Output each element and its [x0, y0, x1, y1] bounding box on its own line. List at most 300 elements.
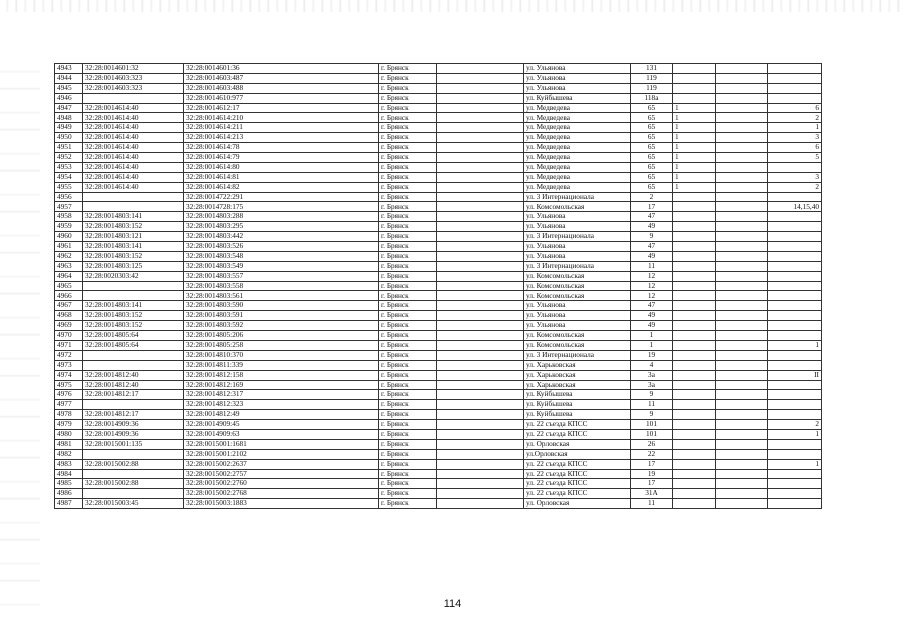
flat-number-cell	[768, 410, 822, 420]
flat-number-cell	[768, 479, 822, 489]
city-cell: г. Брянск	[379, 103, 437, 113]
building-cell	[673, 439, 716, 449]
house-number-cell: 101	[631, 420, 673, 430]
cadastral-number-cell: 32:28:0015003:1883	[184, 499, 379, 509]
table-row	[55, 172, 822, 182]
city-cell: г. Брянск	[379, 301, 437, 311]
building-cell	[673, 340, 716, 350]
building-cell: 1	[673, 162, 716, 172]
blank-cell	[437, 143, 524, 153]
blank-cell	[437, 449, 524, 459]
house-number-cell: 65	[631, 162, 673, 172]
house-number-cell: 11	[631, 261, 673, 271]
building-cell	[673, 380, 716, 390]
flat-number-cell	[768, 350, 822, 360]
page-number: 114	[443, 598, 462, 610]
flat-number-cell	[768, 439, 822, 449]
row-number-cell: 4945	[55, 83, 83, 93]
city-cell: г. Брянск	[379, 93, 437, 103]
blank-cell	[716, 410, 768, 420]
flat-number-cell	[768, 83, 822, 93]
blank-cell	[716, 242, 768, 252]
city-cell: г. Брянск	[379, 182, 437, 192]
building-cell: 1	[673, 143, 716, 153]
flat-number-cell	[768, 469, 822, 479]
row-number-cell: 4947	[55, 103, 83, 113]
row-number-cell: 4964	[55, 271, 83, 281]
city-cell: г. Брянск	[379, 479, 437, 489]
blank-cell	[716, 73, 768, 83]
building-cell	[673, 469, 716, 479]
city-cell: г. Брянск	[379, 172, 437, 182]
row-number-cell: 4977	[55, 400, 83, 410]
building-cell: 1	[673, 133, 716, 143]
blank-cell	[437, 340, 524, 350]
table-row	[55, 420, 822, 430]
blank-cell	[437, 83, 524, 93]
blank-cell	[437, 311, 524, 321]
flat-number-cell	[768, 222, 822, 232]
blank-cell	[437, 172, 524, 182]
building-cell	[673, 390, 716, 400]
blank-cell	[437, 251, 524, 261]
table-row	[55, 439, 822, 449]
house-number-cell: 49	[631, 222, 673, 232]
city-cell: г. Брянск	[379, 350, 437, 360]
building-cell	[673, 459, 716, 469]
blank-cell	[437, 489, 524, 499]
blank-cell	[437, 350, 524, 360]
cadastral-number-cell: 32:28:0014728:175	[184, 202, 379, 212]
table-row	[55, 73, 822, 83]
street-cell: ул. Орловская	[524, 439, 631, 449]
flat-number-cell	[768, 162, 822, 172]
registry-table-body	[55, 64, 822, 509]
house-number-cell: 1	[631, 331, 673, 341]
street-cell: ул. Куйбышева	[524, 410, 631, 420]
row-number-cell: 4979	[55, 420, 83, 430]
table-row	[55, 153, 822, 163]
blank-cell	[716, 321, 768, 331]
table-row	[55, 499, 822, 509]
row-number-cell: 4968	[55, 311, 83, 321]
building-cell	[673, 429, 716, 439]
quarter-cadastral-number-cell	[83, 192, 184, 202]
cadastral-number-cell: 32:28:0014812:317	[184, 390, 379, 400]
cadastral-number-cell: 32:28:0014614:81	[184, 172, 379, 182]
cadastral-number-cell: 32:28:0014909:45	[184, 420, 379, 430]
house-number-cell: 11	[631, 400, 673, 410]
blank-cell	[437, 429, 524, 439]
city-cell: г. Брянск	[379, 291, 437, 301]
table-row	[55, 449, 822, 459]
building-cell: 1	[673, 123, 716, 133]
city-cell: г. Брянск	[379, 83, 437, 93]
building-cell	[673, 281, 716, 291]
city-cell: г. Брянск	[379, 360, 437, 370]
table-row	[55, 202, 822, 212]
row-number-cell: 4954	[55, 172, 83, 182]
city-cell: г. Брянск	[379, 73, 437, 83]
house-number-cell: 118а	[631, 93, 673, 103]
city-cell: г. Брянск	[379, 331, 437, 341]
house-number-cell: 12	[631, 281, 673, 291]
quarter-cadastral-number-cell: 32:28:0014614:40	[83, 133, 184, 143]
row-number-cell: 4973	[55, 360, 83, 370]
house-number-cell: 65	[631, 133, 673, 143]
house-number-cell: 131	[631, 64, 673, 74]
cadastral-number-cell: 32:28:0014603:487	[184, 73, 379, 83]
row-number-cell: 4967	[55, 301, 83, 311]
quarter-cadastral-number-cell: 32:28:0014803:152	[83, 321, 184, 331]
table-row	[55, 212, 822, 222]
scan-noise-left	[0, 60, 40, 620]
flat-number-cell	[768, 281, 822, 291]
flat-number-cell: 2	[768, 182, 822, 192]
cadastral-number-cell: 32:28:0014614:80	[184, 162, 379, 172]
blank-cell	[716, 202, 768, 212]
building-cell	[673, 73, 716, 83]
cadastral-number-cell: 32:28:0014614:82	[184, 182, 379, 192]
city-cell: г. Брянск	[379, 251, 437, 261]
city-cell: г. Брянск	[379, 380, 437, 390]
blank-cell	[437, 331, 524, 341]
table-row	[55, 469, 822, 479]
cadastral-number-cell: 32:28:0014803:561	[184, 291, 379, 301]
city-cell: г. Брянск	[379, 242, 437, 252]
quarter-cadastral-number-cell	[83, 449, 184, 459]
blank-cell	[716, 429, 768, 439]
building-cell: 1	[673, 182, 716, 192]
city-cell: г. Брянск	[379, 113, 437, 123]
flat-number-cell: II	[768, 370, 822, 380]
row-number-cell: 4960	[55, 232, 83, 242]
cadastral-number-cell: 32:28:0014810:370	[184, 350, 379, 360]
house-number-cell: 26	[631, 439, 673, 449]
blank-cell	[437, 281, 524, 291]
house-number-cell: 49	[631, 311, 673, 321]
house-number-cell: 17	[631, 479, 673, 489]
row-number-cell: 4951	[55, 143, 83, 153]
city-cell: г. Брянск	[379, 321, 437, 331]
blank-cell	[716, 459, 768, 469]
street-cell: ул. Ульянова	[524, 222, 631, 232]
table-row	[55, 251, 822, 261]
cadastral-number-cell: 32:28:0014722:291	[184, 192, 379, 202]
blank-cell	[437, 182, 524, 192]
blank-cell	[716, 360, 768, 370]
building-cell	[673, 301, 716, 311]
blank-cell	[437, 439, 524, 449]
flat-number-cell	[768, 271, 822, 281]
row-number-cell: 4962	[55, 251, 83, 261]
house-number-cell: 65	[631, 143, 673, 153]
city-cell: г. Брянск	[379, 499, 437, 509]
table-row	[55, 400, 822, 410]
cadastral-number-cell: 32:28:0015002:2760	[184, 479, 379, 489]
table-row	[55, 340, 822, 350]
row-number-cell: 4949	[55, 123, 83, 133]
blank-cell	[716, 64, 768, 74]
quarter-cadastral-number-cell	[83, 291, 184, 301]
blank-cell	[716, 212, 768, 222]
blank-cell	[437, 133, 524, 143]
table-row	[55, 222, 822, 232]
table-row	[55, 83, 822, 93]
blank-cell	[437, 459, 524, 469]
row-number-cell: 4986	[55, 489, 83, 499]
building-cell	[673, 321, 716, 331]
quarter-cadastral-number-cell	[83, 489, 184, 499]
street-cell: ул. Харьковская	[524, 380, 631, 390]
row-number-cell: 4953	[55, 162, 83, 172]
blank-cell	[437, 271, 524, 281]
blank-cell	[716, 469, 768, 479]
table-row	[55, 331, 822, 341]
cadastral-number-cell: 32:28:0014803:548	[184, 251, 379, 261]
blank-cell	[437, 153, 524, 163]
house-number-cell: 47	[631, 212, 673, 222]
building-cell	[673, 370, 716, 380]
quarter-cadastral-number-cell	[83, 281, 184, 291]
table-row	[55, 459, 822, 469]
quarter-cadastral-number-cell: 32:28:0014614:40	[83, 182, 184, 192]
street-cell: ул. Ульянова	[524, 73, 631, 83]
street-cell: ул. Харьковская	[524, 360, 631, 370]
house-number-cell: 65	[631, 153, 673, 163]
table-row	[55, 271, 822, 281]
cadastral-number-cell: 32:28:0014803:557	[184, 271, 379, 281]
quarter-cadastral-number-cell: 32:28:0014812:40	[83, 370, 184, 380]
quarter-cadastral-number-cell	[83, 360, 184, 370]
cadastral-number-cell: 32:28:0014803:288	[184, 212, 379, 222]
flat-number-cell: 14,15,40	[768, 202, 822, 212]
street-cell: ул. Медведева	[524, 153, 631, 163]
street-cell: ул. 3 Интернационала	[524, 192, 631, 202]
flat-number-cell	[768, 64, 822, 74]
cadastral-number-cell: 32:28:0015001:2102	[184, 449, 379, 459]
house-number-cell: 49	[631, 251, 673, 261]
city-cell: г. Брянск	[379, 212, 437, 222]
row-number-cell: 4959	[55, 222, 83, 232]
street-cell: ул. 22 съезда КПСС	[524, 429, 631, 439]
flat-number-cell	[768, 449, 822, 459]
street-cell: ул. Ульянова	[524, 311, 631, 321]
blank-cell	[716, 370, 768, 380]
cadastral-number-cell: 32:28:0014803:558	[184, 281, 379, 291]
flat-number-cell	[768, 93, 822, 103]
table-row	[55, 380, 822, 390]
row-number-cell: 4975	[55, 380, 83, 390]
street-cell: ул. 22 съезда КПСС	[524, 469, 631, 479]
cadastral-number-cell: 32:28:0014803:526	[184, 242, 379, 252]
quarter-cadastral-number-cell: 32:28:0014909:36	[83, 429, 184, 439]
cadastral-number-cell: 32:28:0014812:158	[184, 370, 379, 380]
building-cell	[673, 499, 716, 509]
city-cell: г. Брянск	[379, 261, 437, 271]
row-number-cell: 4952	[55, 153, 83, 163]
blank-cell	[716, 390, 768, 400]
blank-cell	[716, 83, 768, 93]
quarter-cadastral-number-cell: 32:28:0014812:40	[83, 380, 184, 390]
table-row	[55, 113, 822, 123]
table-row	[55, 93, 822, 103]
flat-number-cell: 6	[768, 143, 822, 153]
table-row	[55, 479, 822, 489]
flat-number-cell: 2	[768, 113, 822, 123]
blank-cell	[716, 340, 768, 350]
quarter-cadastral-number-cell: 32:28:0014803:125	[83, 261, 184, 271]
blank-cell	[437, 242, 524, 252]
blank-cell	[437, 123, 524, 133]
flat-number-cell	[768, 380, 822, 390]
city-cell: г. Брянск	[379, 459, 437, 469]
city-cell: г. Брянск	[379, 340, 437, 350]
flat-number-cell	[768, 232, 822, 242]
building-cell	[673, 93, 716, 103]
street-cell: ул. Медведева	[524, 103, 631, 113]
city-cell: г. Брянск	[379, 420, 437, 430]
house-number-cell: 119	[631, 73, 673, 83]
cadastral-number-cell: 32:28:0014812:169	[184, 380, 379, 390]
building-cell	[673, 331, 716, 341]
city-cell: г. Брянск	[379, 222, 437, 232]
quarter-cadastral-number-cell: 32:28:0014803:121	[83, 232, 184, 242]
quarter-cadastral-number-cell: 32:28:0014803:152	[83, 222, 184, 232]
house-number-cell: 101	[631, 429, 673, 439]
quarter-cadastral-number-cell: 32:28:0014803:141	[83, 212, 184, 222]
blank-cell	[437, 469, 524, 479]
blank-cell	[437, 162, 524, 172]
building-cell	[673, 271, 716, 281]
cadastral-number-cell: 32:28:0014811:339	[184, 360, 379, 370]
quarter-cadastral-number-cell	[83, 202, 184, 212]
row-number-cell: 4978	[55, 410, 83, 420]
house-number-cell: 2	[631, 192, 673, 202]
house-number-cell: 12	[631, 271, 673, 281]
row-number-cell: 4966	[55, 291, 83, 301]
blank-cell	[716, 182, 768, 192]
quarter-cadastral-number-cell: 32:28:0015002:88	[83, 459, 184, 469]
cadastral-number-cell: 32:28:0014614:213	[184, 133, 379, 143]
flat-number-cell: 1	[768, 459, 822, 469]
street-cell: ул. Комсомольская	[524, 340, 631, 350]
house-number-cell: 65	[631, 182, 673, 192]
blank-cell	[716, 489, 768, 499]
row-number-cell: 4948	[55, 113, 83, 123]
cadastral-number-cell: 32:28:0014603:488	[184, 83, 379, 93]
city-cell: г. Брянск	[379, 400, 437, 410]
table-row	[55, 291, 822, 301]
blank-cell	[437, 321, 524, 331]
house-number-cell: 11	[631, 499, 673, 509]
blank-cell	[437, 73, 524, 83]
street-cell: ул. Медведева	[524, 172, 631, 182]
blank-cell	[716, 162, 768, 172]
street-cell: ул. Куйбышева	[524, 400, 631, 410]
table-row	[55, 143, 822, 153]
building-cell	[673, 489, 716, 499]
row-number-cell: 4958	[55, 212, 83, 222]
cadastral-number-cell: 32:28:0014812:49	[184, 410, 379, 420]
blank-cell	[437, 261, 524, 271]
flat-number-cell	[768, 192, 822, 202]
table-row	[55, 370, 822, 380]
city-cell: г. Брянск	[379, 449, 437, 459]
street-cell: ул.Орловская	[524, 449, 631, 459]
cadastral-number-cell: 32:28:0014803:442	[184, 232, 379, 242]
building-cell	[673, 222, 716, 232]
street-cell: ул. Медведева	[524, 182, 631, 192]
quarter-cadastral-number-cell	[83, 350, 184, 360]
house-number-cell: 9	[631, 232, 673, 242]
table-row	[55, 390, 822, 400]
street-cell: ул. 22 съезда КПСС	[524, 459, 631, 469]
city-cell: г. Брянск	[379, 133, 437, 143]
blank-cell	[716, 479, 768, 489]
table-row	[55, 489, 822, 499]
quarter-cadastral-number-cell: 32:28:0020303:42	[83, 271, 184, 281]
street-cell: ул. Ульянова	[524, 251, 631, 261]
flat-number-cell: 5	[768, 153, 822, 163]
blank-cell	[437, 380, 524, 390]
building-cell	[673, 242, 716, 252]
street-cell: ул. 22 съезда КПСС	[524, 420, 631, 430]
cadastral-number-cell: 32:28:0014614:211	[184, 123, 379, 133]
building-cell	[673, 261, 716, 271]
street-cell: ул. Ульянова	[524, 64, 631, 74]
street-cell: ул. Ульянова	[524, 212, 631, 222]
flat-number-cell	[768, 261, 822, 271]
blank-cell	[437, 420, 524, 430]
flat-number-cell	[768, 301, 822, 311]
blank-cell	[716, 380, 768, 390]
cadastral-number-cell: 32:28:0014803:549	[184, 261, 379, 271]
flat-number-cell: 3	[768, 172, 822, 182]
quarter-cadastral-number-cell: 32:28:0014812:17	[83, 390, 184, 400]
row-number-cell: 4955	[55, 182, 83, 192]
house-number-cell: 12	[631, 291, 673, 301]
table-row	[55, 321, 822, 331]
table-row	[55, 123, 822, 133]
quarter-cadastral-number-cell: 32:28:0014603:323	[83, 83, 184, 93]
building-cell	[673, 400, 716, 410]
city-cell: г. Брянск	[379, 370, 437, 380]
flat-number-cell	[768, 242, 822, 252]
row-number-cell: 4985	[55, 479, 83, 489]
blank-cell	[716, 271, 768, 281]
quarter-cadastral-number-cell: 32:28:0014601:32	[83, 64, 184, 74]
table-row	[55, 261, 822, 271]
flat-number-cell: 6	[768, 103, 822, 113]
quarter-cadastral-number-cell: 32:28:0015001:135	[83, 439, 184, 449]
row-number-cell: 4957	[55, 202, 83, 212]
street-cell: ул. Ульянова	[524, 242, 631, 252]
building-cell: 1	[673, 172, 716, 182]
city-cell: г. Брянск	[379, 64, 437, 74]
row-number-cell: 4983	[55, 459, 83, 469]
quarter-cadastral-number-cell: 32:28:0015003:45	[83, 499, 184, 509]
city-cell: г. Брянск	[379, 271, 437, 281]
street-cell: ул. Комсомольская	[524, 281, 631, 291]
house-number-cell: 65	[631, 113, 673, 123]
flat-number-cell: 1	[768, 123, 822, 133]
flat-number-cell	[768, 212, 822, 222]
blank-cell	[437, 192, 524, 202]
table-row	[55, 301, 822, 311]
city-cell: г. Брянск	[379, 390, 437, 400]
flat-number-cell	[768, 291, 822, 301]
